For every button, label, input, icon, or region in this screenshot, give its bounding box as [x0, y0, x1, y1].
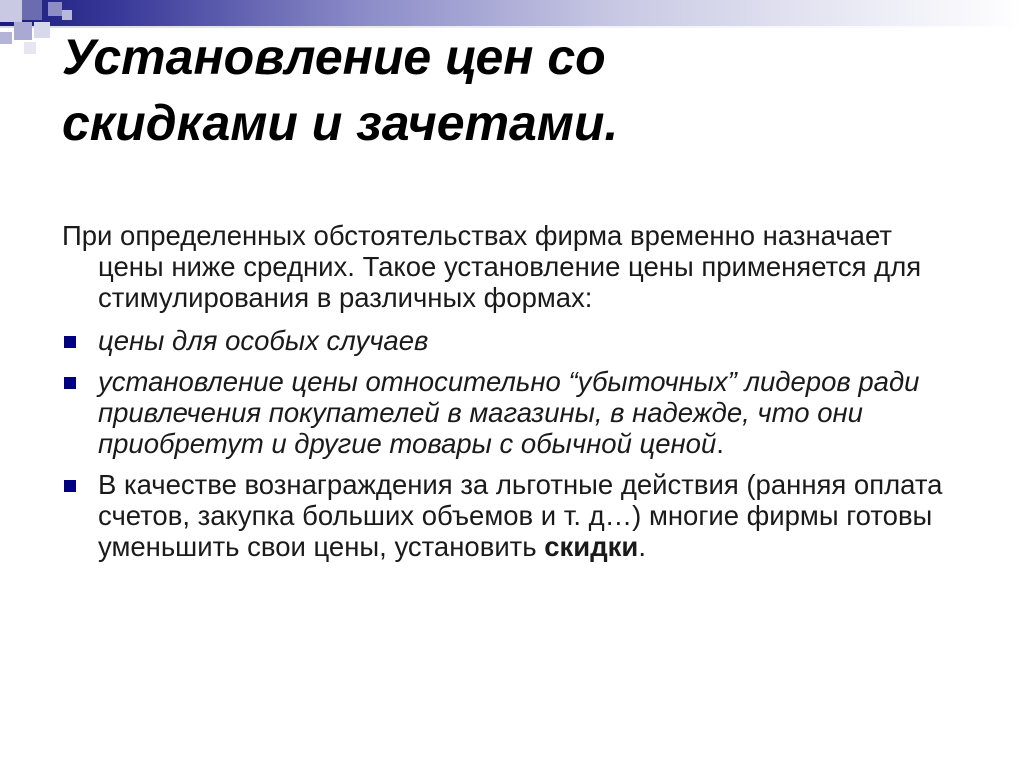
- bullet-emphasis: скидки: [544, 531, 639, 562]
- slide-title-line-2: скидками и зачетами.: [62, 95, 619, 151]
- top-accent-bar: [0, 0, 1024, 26]
- decor-square: [48, 2, 62, 16]
- slide-body: [62, 220, 962, 572]
- bullet-end-punctuation: .: [638, 531, 646, 562]
- bullet-text: установление цены относительно “убыточных” лидеров ради привлечения покупателей в магазины, в надежде, что они приобретут и другие товары с обычной ценой: [98, 366, 920, 459]
- decor-square: [0, 32, 12, 44]
- square-bullet-icon: [64, 377, 76, 389]
- square-bullet-icon: [64, 480, 76, 492]
- decor-square: [24, 42, 36, 54]
- decor-square: [34, 22, 50, 38]
- bullet-item: [62, 366, 962, 459]
- bullet-item: [62, 325, 962, 356]
- decor-square: [0, 0, 22, 22]
- slide-title: [62, 24, 962, 156]
- decor-square: [62, 10, 72, 20]
- bullet-text: В качестве вознаграждения за льготные действия (ранняя оплата счетов, закупка больших объемов и т. д…) многие фирмы готовы уменьшить свои цены, установить: [98, 469, 943, 562]
- bullet-text: цены для особых случаев: [98, 325, 429, 356]
- intro-paragraph: При определенных обстоятельствах фирма временно назначает цены ниже средних. Такое установление цены применяется для стимулирования в различных формах:: [62, 220, 922, 313]
- slide-title-line-1: Установление цен со: [62, 29, 606, 85]
- decor-square: [14, 22, 32, 40]
- bullet-end-punctuation: .: [716, 428, 724, 459]
- decor-square: [22, 0, 42, 20]
- square-bullet-icon: [64, 336, 76, 348]
- bullet-item: [62, 469, 962, 562]
